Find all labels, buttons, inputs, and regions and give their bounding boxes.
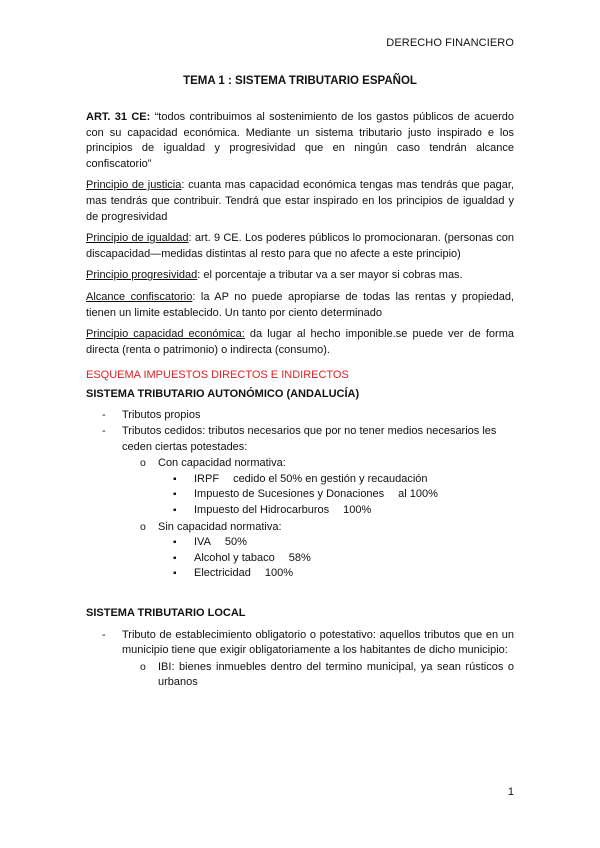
tax-name: IVA [194, 536, 211, 549]
list-item [158, 503, 514, 519]
tax-name: IRPF [194, 472, 220, 485]
document-body [86, 110, 514, 692]
local-item-text: Tributo de establecimiento obligatorio o potestativo: aquellos tributos que en un municipio tiene que exigir obligatoriamente a los habitantes de dicho municipio: [122, 628, 514, 657]
sin-capacidad [122, 520, 514, 582]
art31-label: ART. 31 CE: [86, 111, 151, 123]
list-item [86, 424, 514, 582]
principle-term: Alcance confiscatorio [86, 290, 193, 303]
principle-capacidad [86, 327, 514, 358]
principle-igualdad [86, 231, 514, 262]
local-sublist [122, 660, 514, 691]
con-items [158, 472, 514, 519]
local-list [86, 628, 514, 691]
principle-text: : la AP no puede apropiarse de todas las rentas y propiedad, tienen un limite establecido. Un tanto por ciento determinado [86, 290, 514, 319]
tax-name: Impuesto del Hidrocarburos [194, 504, 330, 517]
art31-paragraph [86, 110, 514, 172]
tax-name: Alcohol y tabaco [194, 551, 275, 564]
cedidos-text: Tributos cedidos: tributos necesarios que por no tener medios necesarios les ceden ciertas potestades: [122, 425, 497, 453]
page-number: 1 [507, 786, 514, 798]
list-item [158, 566, 514, 582]
principle-text: : el porcentaje a tributar va a ser mayor si cobras mas. [197, 269, 463, 282]
autonomico-list [86, 408, 514, 583]
local-heading: SISTEMA TRIBUTARIO LOCAL [86, 607, 246, 620]
tax-detail: 50% [224, 536, 247, 549]
sin-items [158, 535, 514, 582]
list-item: o IBI: bienes inmuebles dentro del termino municipal, ya sean rústicos o urbanos [122, 660, 514, 691]
tax-detail: 100% [343, 504, 372, 517]
autonomico-heading: SISTEMA TRIBUTARIO AUTONÓMICO (ANDALUCÍA) [86, 387, 360, 400]
list-item [158, 551, 514, 567]
page-title: TEMA 1 : SISTEMA TRIBUTARIO ESPAÑOL [183, 75, 417, 87]
list-item: - Tributos propios [86, 408, 514, 424]
tax-name: Impuesto de Sucesiones y Donaciones [194, 488, 385, 501]
tax-detail: 58% [288, 551, 311, 564]
principle-term: Principio progresividad [86, 269, 198, 282]
list-item [158, 472, 514, 488]
principle-text: da lugar al hecho imponible.se puede ver de forma directa (renta o patrimonio) o indirecta (consumo). [86, 328, 514, 356]
tax-detail: al 100% [398, 488, 438, 501]
list-item [158, 535, 514, 551]
tax-name: Electricidad [194, 567, 251, 580]
running-header: DERECHO FINANCIERO [386, 37, 514, 49]
principle-text: : art. 9 CE. Los poderes públicos lo promocionaran. (personas con discapacidad—medidas distintas al resto para que no afecte a este principio) [86, 232, 514, 260]
list-item [158, 487, 514, 503]
cedidos-sublist [122, 456, 514, 582]
con-label: Con capacidad normativa: [158, 457, 286, 470]
principle-justicia [86, 178, 514, 225]
red-heading: ESQUEMA IMPUESTOS DIRECTOS E INDIRECTOS [86, 369, 349, 382]
principle-term: Principio de igualdad [86, 232, 189, 245]
principle-confiscatorio [86, 290, 514, 321]
principle-text: : cuanta mas capacidad económica tengas mas tendrás que pagar, mas tendrás que contribuir. Tendrá que estar inspirado en los principios de igualdad y de progresividad [86, 179, 514, 223]
sin-label: Sin capacidad normativa: [158, 520, 282, 533]
con-capacidad [122, 456, 514, 518]
list-item [86, 628, 514, 691]
principle-term: Principio de justicia [86, 179, 182, 192]
principle-term: Principio capacidad económica: [86, 328, 245, 341]
tax-detail: 100% [264, 567, 293, 580]
tax-detail: cedido el 50% en gestión y recaudación [233, 472, 428, 485]
art31-text: “todos contribuimos al sostenimiento de los gastos públicos de acuerdo con su capacidad económica. Mediante un sistema tributario justo inspirado e los principios de igualdad y progresividad que en ningún caso tendrán alcance confiscatorio” [86, 111, 514, 170]
principle-progresividad [86, 268, 514, 284]
